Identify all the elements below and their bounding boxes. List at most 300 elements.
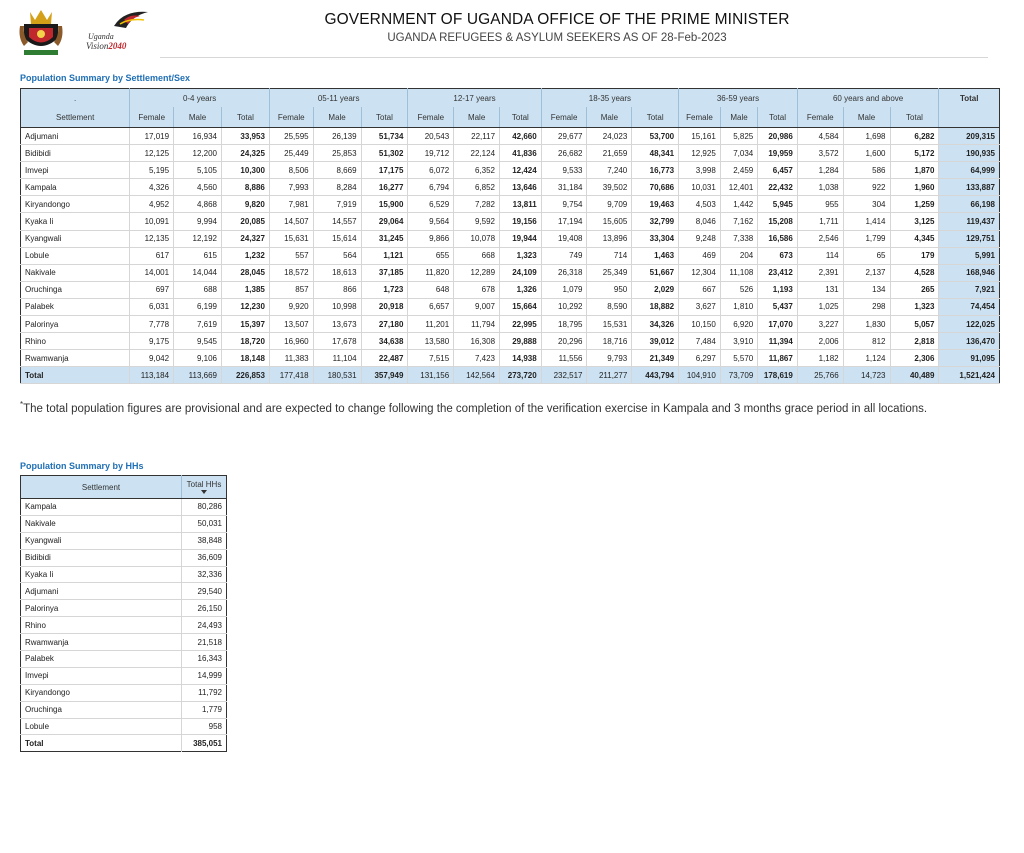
settlement-name: Bidibidi [21, 145, 130, 162]
population-cell: 4,868 [174, 196, 222, 213]
population-cell: 12,230 [221, 298, 269, 315]
population-cell: 5,195 [130, 162, 174, 179]
population-cell: 20,918 [361, 298, 408, 315]
settlement-row [21, 264, 1000, 281]
population-cell: 16,960 [269, 333, 313, 350]
population-cell: 5,570 [720, 350, 757, 367]
population-cell: 4,345 [890, 230, 939, 247]
population-cell: 131 [797, 281, 843, 298]
population-cell: 33,953 [221, 128, 269, 145]
population-cell: 1,698 [843, 128, 890, 145]
population-cell: 25,853 [313, 145, 361, 162]
population-cell: 10,031 [679, 179, 721, 196]
settlement-row [21, 350, 1000, 367]
population-cell: 39,502 [587, 179, 632, 196]
male-column-header: Male [843, 107, 890, 128]
corner-cell: . [21, 89, 130, 108]
household-total-value: 29,540 [182, 583, 227, 600]
population-cell: 7,162 [720, 213, 757, 230]
total-cell: 142,564 [454, 367, 500, 384]
population-cell: 7,240 [587, 162, 632, 179]
population-cell: 1,182 [797, 350, 843, 367]
population-cell: 11,820 [408, 264, 454, 281]
population-cell: 8,046 [679, 213, 721, 230]
population-cell: 697 [130, 281, 174, 298]
population-cell: 2,391 [797, 264, 843, 281]
population-cell: 31,245 [361, 230, 408, 247]
household-row [21, 684, 227, 701]
population-cell: 1,323 [500, 247, 542, 264]
population-cell: 678 [454, 281, 500, 298]
vision-logo-line2: Vision2040 [86, 41, 127, 51]
population-cell: 7,993 [269, 179, 313, 196]
vision-logo-line1: Uganda [88, 32, 114, 41]
population-cell: 15,614 [313, 230, 361, 247]
population-cell: 12,925 [679, 145, 721, 162]
population-cell: 8,506 [269, 162, 313, 179]
age-group-header-row [21, 89, 1000, 108]
total-column-header: Total [500, 107, 542, 128]
household-total-value: 32,336 [182, 566, 227, 583]
population-cell: 1,038 [797, 179, 843, 196]
population-cell: 16,773 [632, 162, 679, 179]
total-column-header: Total [221, 107, 269, 128]
page-header [0, 0, 1024, 60]
population-cell: 9,709 [587, 196, 632, 213]
population-cell: 18,882 [632, 298, 679, 315]
settlement-name: Palorinya [21, 316, 130, 333]
population-cell: 26,139 [313, 128, 361, 145]
population-cell: 6,529 [408, 196, 454, 213]
population-cell: 10,292 [541, 298, 587, 315]
population-cell: 15,397 [221, 316, 269, 333]
population-cell: 6,920 [720, 316, 757, 333]
total-cell: 113,184 [130, 367, 174, 384]
population-cell: 1,193 [758, 281, 798, 298]
population-cell: 9,106 [174, 350, 222, 367]
population-cell: 1,259 [890, 196, 939, 213]
population-cell: 16,308 [454, 333, 500, 350]
household-row [21, 549, 227, 566]
settlement-row [21, 316, 1000, 333]
population-cell: 20,085 [221, 213, 269, 230]
grand-total-header: Total [939, 89, 1000, 108]
population-cell: 26,682 [541, 145, 587, 162]
age-group-header: 0-4 years [130, 89, 270, 108]
household-row [21, 651, 227, 668]
population-cell: 10,998 [313, 298, 361, 315]
population-cell: 9,007 [454, 298, 500, 315]
population-cell: 37,185 [361, 264, 408, 281]
population-cell: 29,064 [361, 213, 408, 230]
population-cell: 14,507 [269, 213, 313, 230]
population-cell: 15,631 [269, 230, 313, 247]
household-total-value: 11,792 [182, 684, 227, 701]
household-settlement-name: Kyangwali [21, 532, 182, 549]
population-cell: 9,793 [587, 350, 632, 367]
population-cell: 7,778 [130, 316, 174, 333]
population-cell: 7,919 [313, 196, 361, 213]
female-column-header: Female [269, 107, 313, 128]
household-total-value: 21,518 [182, 634, 227, 651]
household-total-value: 16,343 [182, 651, 227, 668]
population-cell: 1,442 [720, 196, 757, 213]
population-cell: 13,811 [500, 196, 542, 213]
settlement-name: Palabek [21, 298, 130, 315]
households-total-label: Total [21, 735, 182, 752]
population-cell: 4,326 [130, 179, 174, 196]
male-column-header: Male [454, 107, 500, 128]
settlement-row [21, 298, 1000, 315]
population-cell: 9,754 [541, 196, 587, 213]
population-cell: 18,572 [269, 264, 313, 281]
population-cell: 8,886 [221, 179, 269, 196]
female-column-header: Female [130, 107, 174, 128]
population-cell: 11,104 [313, 350, 361, 367]
total-column-header: Total [758, 107, 798, 128]
settlement-row [21, 333, 1000, 350]
total-column-header: Total [361, 107, 408, 128]
population-cell: 6,282 [890, 128, 939, 145]
population-cell: 8,284 [313, 179, 361, 196]
population-cell: 13,673 [313, 316, 361, 333]
population-cell: 1,385 [221, 281, 269, 298]
sort-descending-icon[interactable] [201, 490, 207, 494]
population-cell: 1,711 [797, 213, 843, 230]
population-cell: 33,304 [632, 230, 679, 247]
total-cell: 357,949 [361, 367, 408, 384]
age-group-header: 18-35 years [541, 89, 678, 108]
population-cell: 922 [843, 179, 890, 196]
population-cell: 10,078 [454, 230, 500, 247]
population-cell: 950 [587, 281, 632, 298]
population-cell: 8,590 [587, 298, 632, 315]
male-column-header: Male [720, 107, 757, 128]
household-row [21, 701, 227, 718]
household-row [21, 634, 227, 651]
population-cell: 70,686 [632, 179, 679, 196]
population-cell: 526 [720, 281, 757, 298]
population-cell: 13,507 [269, 316, 313, 333]
settlement-grand-total: 74,454 [939, 298, 1000, 315]
settlement-grand-total: 5,991 [939, 247, 1000, 264]
population-cell: 6,657 [408, 298, 454, 315]
total-cell: 73,709 [720, 367, 757, 384]
total-cell: 113,669 [174, 367, 222, 384]
settlement-sex-table [20, 88, 1000, 384]
household-row [21, 617, 227, 634]
households-table-body [21, 499, 227, 752]
population-cell: 11,383 [269, 350, 313, 367]
population-cell: 25,349 [587, 264, 632, 281]
female-column-header: Female [541, 107, 587, 128]
population-cell: 22,432 [758, 179, 798, 196]
population-cell: 4,952 [130, 196, 174, 213]
population-cell: 13,580 [408, 333, 454, 350]
household-row [21, 566, 227, 583]
population-cell: 11,867 [758, 350, 798, 367]
population-cell: 20,543 [408, 128, 454, 145]
population-cell: 7,034 [720, 145, 757, 162]
total-column-header: Total [890, 107, 939, 128]
settlement-grand-total: 209,315 [939, 128, 1000, 145]
settlement-grand-total: 129,751 [939, 230, 1000, 247]
households-table [20, 475, 227, 752]
settlement-row [21, 230, 1000, 247]
male-column-header: Male [313, 107, 361, 128]
settlement-row [21, 179, 1000, 196]
population-cell: 1,079 [541, 281, 587, 298]
population-cell: 9,994 [174, 213, 222, 230]
population-cell: 812 [843, 333, 890, 350]
population-cell: 1,810 [720, 298, 757, 315]
household-row [21, 583, 227, 600]
total-cell: 232,517 [541, 367, 587, 384]
crane-bird-icon [110, 8, 150, 30]
sex-header-row [21, 107, 1000, 128]
female-column-header: Female [408, 107, 454, 128]
population-cell: 21,659 [587, 145, 632, 162]
population-cell: 179 [890, 247, 939, 264]
settlement-grand-total: 91,095 [939, 350, 1000, 367]
settlement-column-header[interactable]: Settlement [21, 476, 182, 499]
household-total-value: 24,493 [182, 617, 227, 634]
population-cell: 9,920 [269, 298, 313, 315]
total-cell: 104,910 [679, 367, 721, 384]
population-cell: 13,646 [500, 179, 542, 196]
settlement-row [21, 281, 1000, 298]
household-settlement-name: Palabek [21, 651, 182, 668]
population-cell: 204 [720, 247, 757, 264]
settlement-grand-total: 190,935 [939, 145, 1000, 162]
population-cell: 9,248 [679, 230, 721, 247]
population-cell: 18,148 [221, 350, 269, 367]
population-cell: 15,208 [758, 213, 798, 230]
population-cell: 17,175 [361, 162, 408, 179]
population-cell: 2,459 [720, 162, 757, 179]
population-cell: 4,584 [797, 128, 843, 145]
total-row [21, 367, 1000, 384]
settlement-name: Lobule [21, 247, 130, 264]
population-cell: 12,125 [130, 145, 174, 162]
page-title: GOVERNMENT OF UGANDA OFFICE OF THE PRIME MINISTER [324, 11, 790, 28]
household-settlement-name: Bidibidi [21, 549, 182, 566]
population-cell: 9,866 [408, 230, 454, 247]
settlement-grand-total: 168,946 [939, 264, 1000, 281]
population-cell: 14,938 [500, 350, 542, 367]
total-cell: 131,156 [408, 367, 454, 384]
population-cell: 1,414 [843, 213, 890, 230]
population-cell: 25,595 [269, 128, 313, 145]
settlement-name: Adjumani [21, 128, 130, 145]
population-cell: 688 [174, 281, 222, 298]
population-cell: 6,031 [130, 298, 174, 315]
population-cell: 22,995 [500, 316, 542, 333]
population-cell: 6,297 [679, 350, 721, 367]
male-column-header: Male [587, 107, 632, 128]
settlement-column-header: Settlement [21, 107, 130, 128]
household-settlement-name: Adjumani [21, 583, 182, 600]
population-cell: 18,795 [541, 316, 587, 333]
settlement-grand-total: 122,025 [939, 316, 1000, 333]
settlement-name: Kyaka Ii [21, 213, 130, 230]
page-subtitle: UGANDA REFUGEES & ASYLUM SEEKERS AS OF 28-Feb-2023 [387, 32, 727, 44]
population-cell: 17,070 [758, 316, 798, 333]
population-cell: 18,716 [587, 333, 632, 350]
household-total-value: 26,150 [182, 600, 227, 617]
population-cell: 1,284 [797, 162, 843, 179]
population-cell: 11,201 [408, 316, 454, 333]
population-cell: 19,959 [758, 145, 798, 162]
total-cell: 14,723 [843, 367, 890, 384]
population-cell: 34,638 [361, 333, 408, 350]
population-cell: 41,836 [500, 145, 542, 162]
households-total-row [21, 735, 227, 752]
total-column-header: Total [632, 107, 679, 128]
household-row [21, 532, 227, 549]
total-cell: 273,720 [500, 367, 542, 384]
population-cell: 16,934 [174, 128, 222, 145]
population-cell: 2,006 [797, 333, 843, 350]
population-cell: 298 [843, 298, 890, 315]
settlement-name: Kampala [21, 179, 130, 196]
population-cell: 9,820 [221, 196, 269, 213]
population-cell: 15,605 [587, 213, 632, 230]
population-cell: 3,125 [890, 213, 939, 230]
settlement-grand-total: 133,887 [939, 179, 1000, 196]
population-cell: 7,338 [720, 230, 757, 247]
household-settlement-name: Nakivale [21, 515, 182, 532]
population-cell: 11,556 [541, 350, 587, 367]
population-cell: 5,057 [890, 316, 939, 333]
population-cell: 14,044 [174, 264, 222, 281]
population-cell: 4,528 [890, 264, 939, 281]
settlement-name: Nakivale [21, 264, 130, 281]
population-cell: 1,124 [843, 350, 890, 367]
population-cell: 617 [130, 247, 174, 264]
population-cell: 9,042 [130, 350, 174, 367]
total-cell: 226,853 [221, 367, 269, 384]
settlement-row [21, 145, 1000, 162]
population-cell: 51,734 [361, 128, 408, 145]
population-cell: 9,533 [541, 162, 587, 179]
population-cell: 19,408 [541, 230, 587, 247]
population-cell: 1,232 [221, 247, 269, 264]
population-cell: 749 [541, 247, 587, 264]
total-cell: 25,766 [797, 367, 843, 384]
household-row [21, 499, 227, 516]
population-cell: 12,192 [174, 230, 222, 247]
population-cell: 14,557 [313, 213, 361, 230]
settlement-row [21, 213, 1000, 230]
settlement-name: Imvepi [21, 162, 130, 179]
population-cell: 3,572 [797, 145, 843, 162]
household-row [21, 718, 227, 735]
population-cell: 14,001 [130, 264, 174, 281]
population-cell: 15,900 [361, 196, 408, 213]
population-cell: 955 [797, 196, 843, 213]
population-cell: 557 [269, 247, 313, 264]
population-cell: 7,981 [269, 196, 313, 213]
settlement-name: Kiryandongo [21, 196, 130, 213]
population-cell: 1,025 [797, 298, 843, 315]
population-cell: 304 [843, 196, 890, 213]
population-cell: 2,306 [890, 350, 939, 367]
population-cell: 39,012 [632, 333, 679, 350]
population-cell: 9,175 [130, 333, 174, 350]
household-settlement-name: Palorinya [21, 600, 182, 617]
population-cell: 1,830 [843, 316, 890, 333]
population-cell: 26,318 [541, 264, 587, 281]
population-cell: 16,277 [361, 179, 408, 196]
population-cell: 19,712 [408, 145, 454, 162]
female-column-header: Female [797, 107, 843, 128]
population-cell: 668 [454, 247, 500, 264]
population-cell: 5,437 [758, 298, 798, 315]
household-settlement-name: Imvepi [21, 667, 182, 684]
female-column-header: Female [679, 107, 721, 128]
population-cell: 586 [843, 162, 890, 179]
settlement-name: Rwamwanja [21, 350, 130, 367]
population-cell: 8,669 [313, 162, 361, 179]
population-cell: 857 [269, 281, 313, 298]
population-cell: 12,424 [500, 162, 542, 179]
total-row-label: Total [21, 367, 130, 384]
population-cell: 32,799 [632, 213, 679, 230]
population-cell: 22,487 [361, 350, 408, 367]
population-cell: 1,600 [843, 145, 890, 162]
population-cell: 19,156 [500, 213, 542, 230]
total-cell: 178,619 [758, 367, 798, 384]
population-cell: 42,660 [500, 128, 542, 145]
population-cell: 6,852 [454, 179, 500, 196]
population-cell: 1,870 [890, 162, 939, 179]
population-cell: 7,484 [679, 333, 721, 350]
population-cell: 3,627 [679, 298, 721, 315]
household-total-value: 1,779 [182, 701, 227, 718]
population-cell: 34,326 [632, 316, 679, 333]
population-cell: 27,180 [361, 316, 408, 333]
population-cell: 1,723 [361, 281, 408, 298]
population-cell: 7,423 [454, 350, 500, 367]
population-cell: 9,545 [174, 333, 222, 350]
population-cell: 7,619 [174, 316, 222, 333]
household-row [21, 600, 227, 617]
settlement-grand-total: 119,437 [939, 213, 1000, 230]
population-cell: 15,161 [679, 128, 721, 145]
population-cell: 6,352 [454, 162, 500, 179]
population-cell: 51,667 [632, 264, 679, 281]
population-cell: 24,023 [587, 128, 632, 145]
total-hhs-column-header[interactable] [182, 476, 227, 499]
household-settlement-name: Lobule [21, 718, 182, 735]
settlement-grand-total: 7,921 [939, 281, 1000, 298]
grand-total-subheader [939, 107, 1000, 128]
household-row [21, 515, 227, 532]
population-cell: 3,910 [720, 333, 757, 350]
population-cell: 19,463 [632, 196, 679, 213]
total-hhs-label: Total HHs [186, 480, 222, 489]
population-cell: 3,998 [679, 162, 721, 179]
population-cell: 667 [679, 281, 721, 298]
population-cell: 15,531 [587, 316, 632, 333]
population-cell: 5,105 [174, 162, 222, 179]
footnote-marker: * [20, 400, 24, 409]
population-cell: 7,282 [454, 196, 500, 213]
uganda-vision-2040-logo [84, 8, 150, 52]
population-cell: 25,449 [269, 145, 313, 162]
age-group-header: 12-17 years [408, 89, 541, 108]
